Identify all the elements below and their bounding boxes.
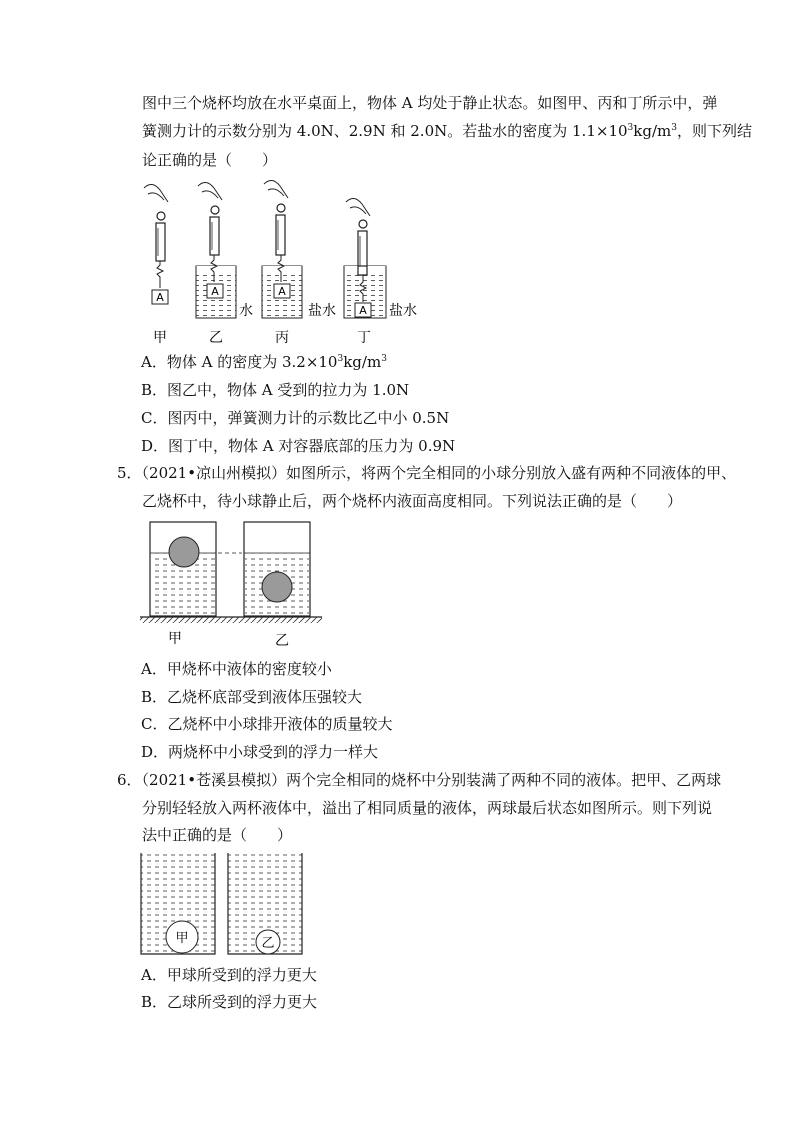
scale-ding <box>344 198 417 319</box>
q5-option-d: D．两烧杯中小球受到的浮力一样大 <box>141 743 379 761</box>
svg-text:A: A <box>211 285 219 298</box>
q4-option-d: D．图丁中，物体 A 对容器底部的压力为 0.9N <box>141 437 456 455</box>
q6-option-b: B．乙球所受到的浮力更大 <box>141 993 318 1011</box>
q4-option-c: C．图丙中，弹簧测力计的示数比乙中小 0.5N <box>141 409 450 427</box>
q6-stem-line-2: 分别轻轻放入两杯液体中，溢出了相同质量的液体，两球最后状态如图所示。则下列说 <box>142 799 713 817</box>
q4-spring-scale-figure <box>130 178 430 348</box>
q4-stem-line-1: 图中三个烧杯均放在水平桌面上，物体 A 均处于静止状态。如图甲、丙和丁所示中，弹 <box>142 94 718 112</box>
q6-stem-line-1: 6．（2021•苍溪县模拟）两个完全相同的烧杯中分别装满了两种不同的液体。把甲、乙两球 <box>117 771 722 789</box>
svg-text:A: A <box>278 285 286 298</box>
svg-text:A: A <box>359 304 367 317</box>
q6-beakers-figure <box>138 852 308 958</box>
q4-option-a: A．物体 A 的密度为 $3.2\times 10^3kg/m^3$ <box>141 353 387 371</box>
caption-jia: 甲 <box>153 330 167 346</box>
q5-stem-line-2: 乙烧杯中，待小球静止后，两个烧杯内液面高度相同。下列说法正确的是（ ） <box>142 492 683 510</box>
q4-stem-line-3: 论正确的是（ ） <box>142 151 278 169</box>
scale-jia <box>144 184 168 304</box>
q6-option-a: A．甲球所受到的浮力更大 <box>141 966 317 984</box>
q5-stem-line-1: 5．（2021•凉山州模拟）如图所示，将两个完全相同的小球分别放入盛有两种不同液体的甲、 <box>117 464 737 482</box>
svg-text:乙: 乙 <box>261 936 275 951</box>
ball-yi <box>262 572 292 602</box>
svg-text:A: A <box>156 291 164 304</box>
label-salt-water-1: 盐水 <box>308 303 336 319</box>
caption-yi: 乙 <box>275 633 289 649</box>
caption-bing: 丙 <box>275 330 289 346</box>
q4-option-b: B．图乙中，物体 A 受到的拉力为 1.0N <box>141 381 410 399</box>
label-water: 水 <box>239 303 253 319</box>
q6-stem-line-3: 法中正确的是（ ） <box>142 826 293 844</box>
svg-text:甲: 甲 <box>175 931 189 946</box>
q5-option-c: C．乙烧杯中小球排开液体的质量较大 <box>141 715 393 733</box>
caption-yi: 乙 <box>209 330 223 346</box>
scale-yi <box>196 182 253 319</box>
caption-ding: 丁 <box>357 330 371 346</box>
ball-jia <box>169 537 199 567</box>
q5-option-b: B．乙烧杯底部受到液体压强较大 <box>141 688 363 706</box>
scale-bing <box>262 180 336 319</box>
q5-option-a: A．甲烧杯中液体的密度较小 <box>141 660 332 678</box>
q5-beakers-figure <box>138 520 328 650</box>
q4-stem-line-2: 簧测力计的示数分别为 4.0N、2.9N 和 2.0N。若盐水的密度为 $1.1\times 10^3kg/m^3$，则下列结 <box>142 122 752 140</box>
label-salt-water-2: 盐水 <box>389 303 417 319</box>
caption-jia: 甲 <box>168 631 182 647</box>
